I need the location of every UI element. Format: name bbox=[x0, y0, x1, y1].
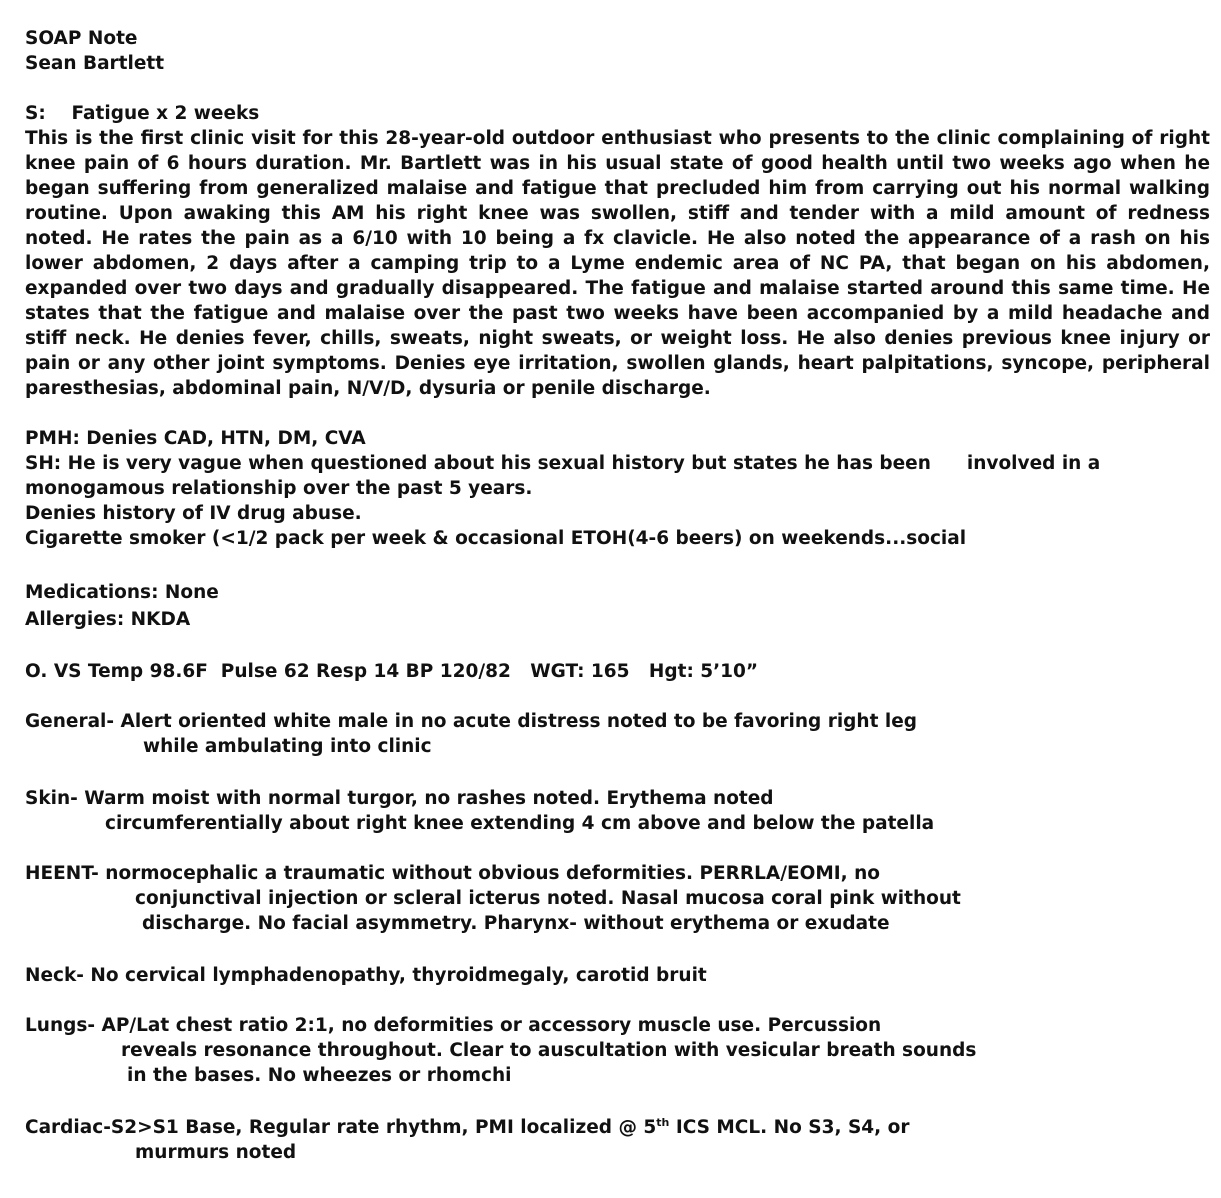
sh-line-3: Denies history of IV drug abuse. bbox=[25, 503, 362, 524]
sh-line-1 bbox=[25, 451, 1210, 476]
exam-cardiac bbox=[25, 1115, 1210, 1140]
exam-general bbox=[25, 709, 1210, 734]
subjective-line: noted. He rates the pain as a 6/10 with 10 being a fx clavicle. He also noted the appearance of a rash on his bbox=[25, 228, 1210, 249]
soap-note-document bbox=[25, 26, 1210, 1165]
exam-skin bbox=[25, 786, 1210, 811]
sh-line-4: Cigarette smoker (<1/2 pack per week & occasional ETOH(4-6 beers) on weekends...social bbox=[25, 528, 967, 549]
neck-label: Neck- bbox=[25, 965, 84, 986]
subjective-line: stiff neck. He denies fever, chills, sweats, night sweats, or weight loss. He also denies previous knee injury or bbox=[25, 328, 1210, 349]
skin-label: Skin- bbox=[25, 788, 78, 809]
medications-line: Medications: None bbox=[25, 582, 219, 603]
heent-text-3: discharge. No facial asymmetry. Pharynx- without erythema or exudate bbox=[142, 913, 890, 934]
spacer bbox=[25, 936, 1210, 963]
spacer bbox=[25, 988, 1210, 1013]
spacer bbox=[25, 632, 1210, 657]
lungs-text-2: reveals resonance throughout. Clear to auscultation with vesicular breath sounds bbox=[121, 1040, 977, 1061]
subjective-line: knee pain of 6 hours duration. Mr. Bartlett was in his usual state of good health until two weeks ago when he bbox=[25, 153, 1210, 174]
allergies-line: Allergies: NKDA bbox=[25, 609, 191, 630]
spacer bbox=[25, 76, 1210, 101]
lungs-text-1: AP/Lat chest ratio 2:1, no deformities or accessory muscle use. Percussion bbox=[95, 1015, 882, 1036]
exam-heent bbox=[25, 861, 1210, 886]
subjective-line: states that the fatigue and malaise over the past two weeks have been accompanied by a mild headache and bbox=[25, 303, 1210, 324]
cardiac-superscript: th bbox=[656, 1115, 670, 1129]
lungs-label: Lungs- bbox=[25, 1015, 96, 1036]
subjective-label: S: bbox=[25, 103, 46, 124]
subjective-line: expanded over two days and gradually disappeared. The fatigue and malaise started around this same time. He bbox=[25, 278, 1210, 299]
sh-text-a: SH: He is very vague when questioned about his sexual history but states he has been bbox=[25, 453, 931, 474]
objective-prefix: O. bbox=[25, 661, 48, 682]
general-label: General- bbox=[25, 711, 115, 732]
exam-lungs bbox=[25, 1013, 1210, 1038]
skin-text-2: circumferentially about right knee extending 4 cm above and below the patella bbox=[105, 813, 935, 834]
lungs-text-3: in the bases. No wheezes or rhomchi bbox=[127, 1065, 512, 1086]
spacer bbox=[25, 1088, 1210, 1115]
cardiac-text-1a: S2>S1 Base, Regular rate rhythm, PMI localized @ 5 bbox=[110, 1117, 657, 1138]
general-text-2: while ambulating into clinic bbox=[143, 736, 432, 757]
patient-name: Sean Bartlett bbox=[25, 53, 165, 74]
heent-text-1: normocephalic a traumatic without obvious deformities. PERRLA/EOMI, no bbox=[98, 863, 881, 884]
heent-text-2: conjunctival injection or scleral icterus noted. Nasal mucosa coral pink without bbox=[135, 888, 961, 909]
spacer bbox=[25, 551, 1210, 576]
sh-line-2: monogamous relationship over the past 5 years. bbox=[25, 478, 533, 499]
spacer bbox=[25, 836, 1210, 861]
general-text-1: Alert oriented white male in no acute distress noted to be favoring right leg bbox=[114, 711, 918, 732]
cardiac-text-2: murmurs noted bbox=[135, 1142, 297, 1163]
heent-label: HEENT- bbox=[25, 863, 99, 884]
neck-text-1: No cervical lymphadenopathy, thyroidmegaly, carotid bruit bbox=[83, 965, 707, 986]
subjective-heading bbox=[25, 101, 1210, 126]
cardiac-label: Cardiac- bbox=[25, 1117, 111, 1138]
document-title: SOAP Note bbox=[25, 28, 138, 49]
cardiac-text-1b: ICS MCL. No S3, S4, or bbox=[669, 1117, 910, 1138]
skin-text-1: Warm moist with normal turgor, no rashes noted. Erythema noted bbox=[77, 788, 774, 809]
subjective-line: This is the first clinic visit for this 28-year-old outdoor enthusiast who presents to the clinic complaining of right bbox=[25, 128, 1210, 149]
spacer bbox=[25, 759, 1210, 786]
spacer bbox=[25, 684, 1210, 709]
pmh-line: PMH: Denies CAD, HTN, DM, CVA bbox=[25, 428, 366, 449]
subjective-line: lower abdomen, 2 days after a camping trip to a Lyme endemic area of NC PA, that began on his abdomen, bbox=[25, 253, 1210, 274]
subjective-line: paresthesias, abdominal pain, N/V/D, dysuria or penile discharge. bbox=[25, 378, 711, 399]
sh-text-b: involved in a bbox=[966, 453, 1101, 474]
chief-complaint: Fatigue x 2 weeks bbox=[71, 103, 260, 124]
spacer bbox=[25, 401, 1210, 426]
vitals-values: Temp 98.6F Pulse 62 Resp 14 BP 120/82 WGT: 165 Hgt: 5’10” bbox=[87, 661, 759, 682]
subjective-line: routine. Upon awaking this AM his right knee was swollen, stiff and tender with a mild amount of redness bbox=[25, 203, 1210, 224]
vs-label: VS bbox=[53, 661, 82, 682]
subjective-line: pain or any other joint symptoms. Denies eye irritation, swollen glands, heart palpitations, syncope, peripheral bbox=[25, 353, 1210, 374]
vitals-line bbox=[25, 659, 1210, 684]
subjective-line: began suffering from generalized malaise and fatigue that precluded him from carrying out his normal walking bbox=[25, 178, 1210, 199]
exam-neck bbox=[25, 963, 1210, 988]
subjective-narrative bbox=[25, 126, 1210, 401]
